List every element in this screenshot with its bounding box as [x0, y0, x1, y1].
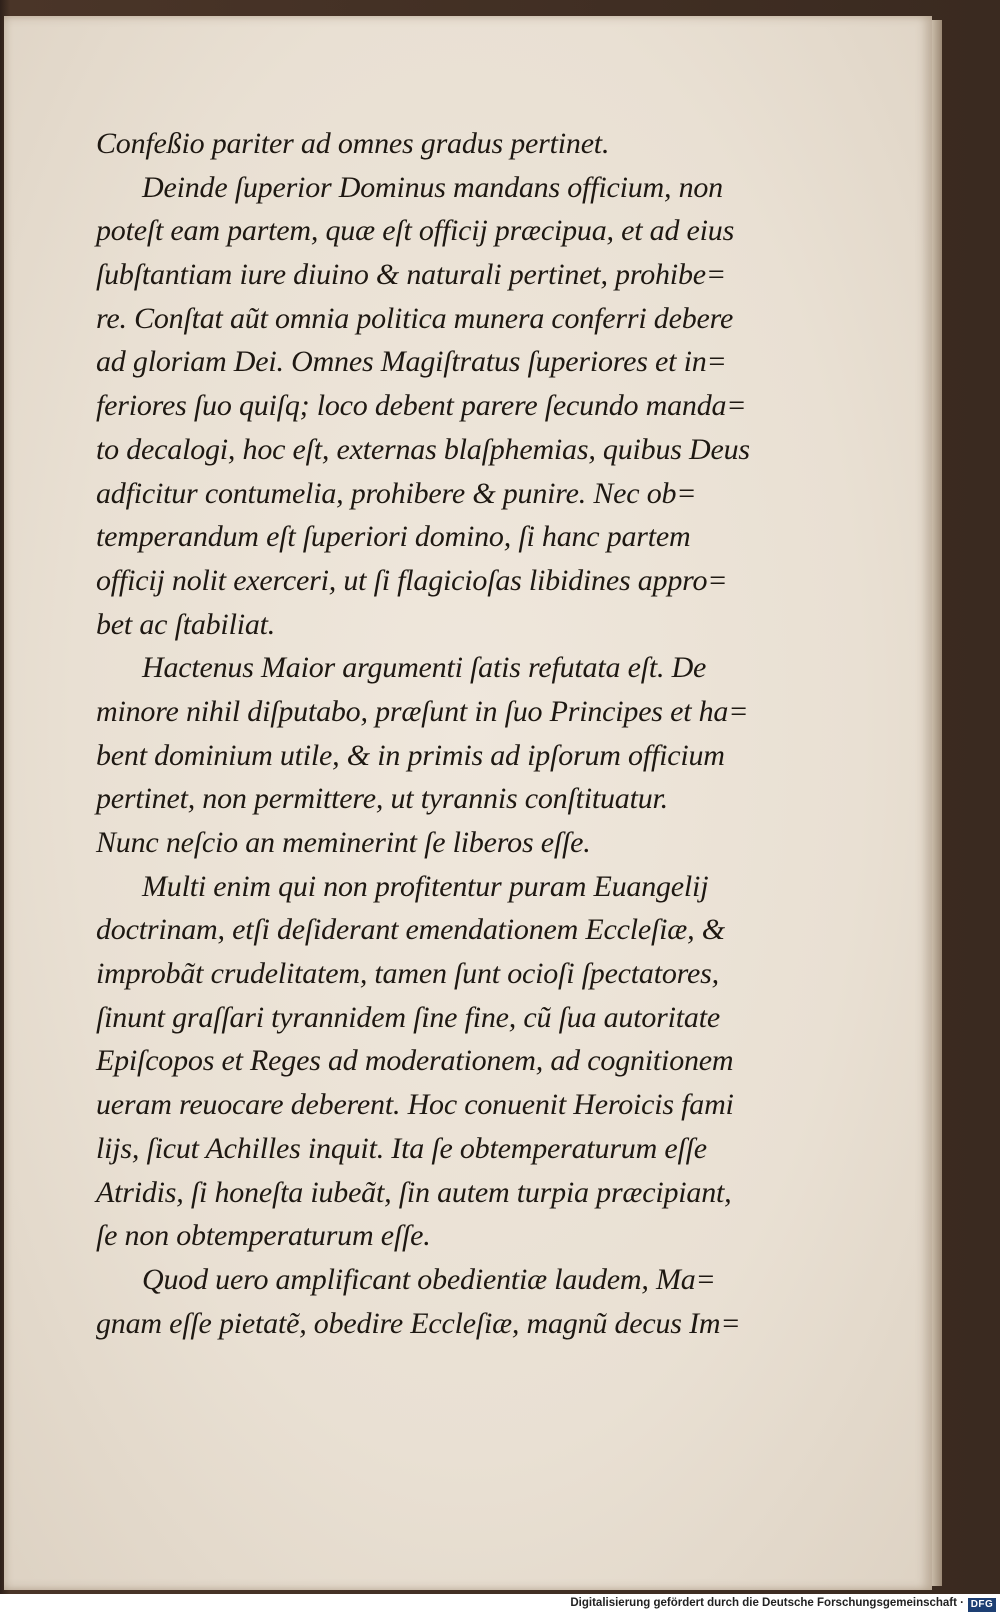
- text-line: adficitur contumelia, prohibere & punire. Nec ob=: [96, 476, 697, 510]
- text-line: Epiſcopos et Reges ad moderationem, ad cognitionem: [96, 1044, 734, 1078]
- text-line: to decalogi, hoc eſt, externas blaſphemias, quibus Deus: [96, 432, 750, 466]
- text-line: Deinde ſuperior Dominus mandans officium, non: [142, 170, 723, 204]
- text-line: Hactenus Maior argumenti ſatis refutata eſt. De: [142, 651, 707, 685]
- text-line: Nunc neſcio an meminerint ſe liberos eſſe.: [96, 826, 591, 859]
- text-line: Confeßio pariter ad omnes gradus pertinet.: [96, 127, 610, 160]
- text-line: ſubſtantiam iure diuino & naturali pertinet, prohibe=: [96, 258, 726, 292]
- text-line: Multi enim qui non profitentur puram Euangelij: [142, 869, 709, 903]
- digitization-footer: [0, 1594, 1000, 1616]
- text-line: temperandum eſt ſuperiori domino, ſi hanc partem: [96, 520, 691, 554]
- text-line: Quod uero amplificant obedientiæ laudem, Ma=: [142, 1262, 716, 1296]
- text-line: feriores ſuo quiſq; loco debent parere ſecundo manda=: [96, 389, 747, 423]
- text-line: ſe non obtemperaturum eſſe.: [96, 1219, 431, 1253]
- text-line: bet ac ſtabiliat.: [96, 607, 276, 641]
- text-line: ſinunt graſſari tyrannidem ſine fine, cũ ſua autoritate: [96, 1000, 720, 1034]
- page-edge: [932, 20, 942, 1586]
- text-line: ueram reuocare deberent. Hoc conuenit Heroicis fami: [96, 1088, 734, 1122]
- text-line: improbãt crudelitatem, tamen ſunt ocioſi ſpectatores,: [96, 957, 719, 991]
- text-line: ad gloriam Dei. Omnes Magiſtratus ſuperiores et in=: [96, 345, 727, 379]
- text-line: officij nolit exerceri, ut ſi flagicioſas libidines appro=: [96, 563, 728, 597]
- dfg-logo-icon: DFG: [968, 1598, 996, 1612]
- text-line: poteſt eam partem, quæ eſt officij præcipua, et ad eius: [96, 214, 735, 248]
- text-line: Atridis, ſi honeſta iubeãt, ſin autem turpia præcipiant,: [96, 1175, 732, 1209]
- text-line: bent dominium utile, & in primis ad ipſorum officium: [96, 738, 725, 772]
- page-text: [96, 122, 816, 1345]
- text-line: minore nihil diſputabo, præſunt in ſuo Principes et ha=: [96, 694, 749, 728]
- text-line: re. Conſtat aũt omnia politica munera conferri debere: [96, 301, 734, 335]
- text-line: pertinet, non permittere, ut tyrannis conſtituatur.: [96, 782, 668, 816]
- funding-credit: Digitalisierung gefördert durch die Deutsche Forschungsgemeinschaft ·: [570, 1597, 964, 1609]
- text-line: lijs, ſicut Achilles inquit. Ita ſe obtemperaturum eſſe: [96, 1131, 707, 1165]
- text-line: doctrinam, etſi deſiderant emendationem Eccleſiæ, &: [96, 913, 725, 947]
- text-line: gnam eſſe pietatẽ, obedire Eccleſiæ, magnũ decus Im=: [96, 1306, 741, 1340]
